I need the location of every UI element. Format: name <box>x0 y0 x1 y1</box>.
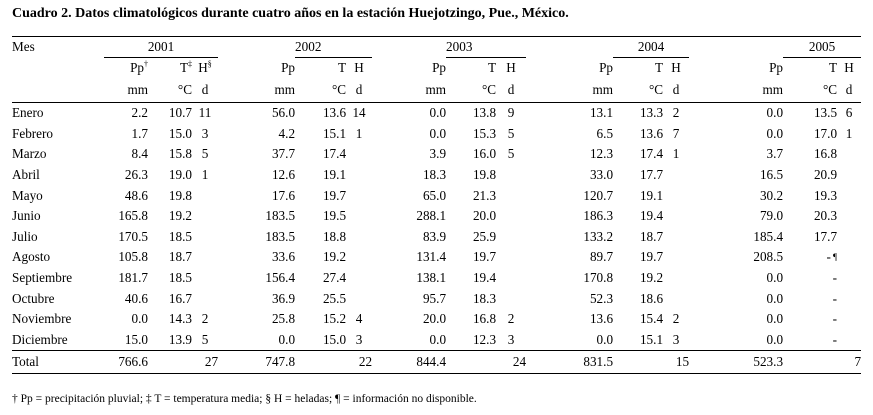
pp-cell: 0.0 <box>766 105 784 121</box>
subheader-t: T <box>487 60 497 75</box>
pp-cell: 33.0 <box>589 167 614 183</box>
pp-cell: 0.0 <box>278 331 296 347</box>
pp-cell: 40.6 <box>124 290 148 306</box>
h-cell <box>496 247 526 268</box>
pp-cell: 105.8 <box>118 249 148 265</box>
t-cell: 13.3 <box>639 105 664 121</box>
table-row <box>12 185 861 206</box>
total-row <box>12 351 861 374</box>
h-cell <box>192 247 218 268</box>
total-t-cell <box>446 351 496 374</box>
t-cell: 15.4 <box>639 311 664 327</box>
h-cell <box>192 206 218 227</box>
units-row <box>12 78 861 103</box>
t-cell: 19.0 <box>168 167 192 183</box>
pp-cell: 89.7 <box>589 249 614 265</box>
pp-cell: 170.8 <box>583 270 614 286</box>
h-cell <box>663 268 689 289</box>
table-row <box>12 330 861 351</box>
pp-cell: 0.0 <box>429 125 447 141</box>
subheader-pp: Pp <box>599 59 614 75</box>
h-cell <box>346 268 372 289</box>
h-cell <box>346 165 372 186</box>
unit-label: mm <box>104 78 148 103</box>
t-cell: - <box>832 290 838 306</box>
t-cell: 15.1 <box>639 331 664 347</box>
total-t-cell <box>783 351 837 374</box>
month-cell: Diciembre <box>12 331 68 347</box>
t-cell: 18.7 <box>168 249 192 265</box>
pp-cell: 133.2 <box>583 228 614 244</box>
pp-cell: 3.9 <box>429 146 447 162</box>
t-cell: 27.4 <box>322 270 347 286</box>
h-cell <box>837 288 861 309</box>
h-cell: 4 <box>355 311 363 327</box>
table-row <box>12 227 861 248</box>
col-header-year: 2001 <box>104 37 218 58</box>
t-cell: 17.7 <box>813 228 838 244</box>
pp-cell: 12.6 <box>271 167 296 183</box>
col-header-year: 2005 <box>783 37 861 58</box>
col-header-year: 2003 <box>446 37 526 58</box>
subheader-t: T <box>828 60 838 75</box>
h-cell <box>496 165 526 186</box>
pp-cell: 20.0 <box>422 311 447 327</box>
unit-label: °C <box>613 78 663 103</box>
t-cell: 15.1 <box>322 125 347 141</box>
total-t-cell <box>148 351 192 374</box>
h-cell <box>663 288 689 309</box>
pp-cell: 0.0 <box>429 331 447 347</box>
t-cell: 13.9 <box>168 331 192 347</box>
month-cell: Enero <box>12 105 44 121</box>
pp-cell: 13.1 <box>589 105 614 121</box>
t-cell: 15.0 <box>322 331 347 347</box>
pp-cell: 95.7 <box>422 290 447 306</box>
subheader-h: H§ <box>198 59 212 75</box>
pp-cell: 16.5 <box>759 167 784 183</box>
h-cell: 5 <box>201 331 209 347</box>
total-t-cell <box>613 351 663 374</box>
unit-label: d <box>346 78 372 103</box>
pp-cell: 33.6 <box>271 249 296 265</box>
total-pp-cell: 766.6 <box>104 351 148 374</box>
h-cell <box>496 185 526 206</box>
t-cell: 19.4 <box>472 270 497 286</box>
h-cell: 5 <box>507 146 515 162</box>
h-cell <box>346 288 372 309</box>
month-cell: Septiembre <box>12 270 73 286</box>
t-cell: 18.7 <box>639 228 664 244</box>
t-cell: 13.6 <box>322 105 347 121</box>
pp-cell: 183.5 <box>265 208 296 224</box>
table-row <box>12 144 861 165</box>
unit-label: mm <box>218 78 295 103</box>
pp-cell: 56.0 <box>271 105 296 121</box>
pp-cell: 0.0 <box>766 290 784 306</box>
pp-cell: 13.6 <box>589 311 614 327</box>
h-cell <box>192 288 218 309</box>
month-cell: Marzo <box>12 146 47 162</box>
pp-cell: 18.3 <box>422 167 447 183</box>
pp-cell: 15.0 <box>124 331 148 347</box>
t-cell: 19.7 <box>322 187 347 203</box>
pp-cell: 156.4 <box>265 270 296 286</box>
total-h-cell: 7 <box>837 351 861 374</box>
pp-cell: 186.3 <box>583 208 614 224</box>
pp-cell: 52.3 <box>589 290 614 306</box>
pp-cell: 3.7 <box>766 146 784 162</box>
pp-cell: 12.3 <box>589 146 614 162</box>
pp-cell: 288.1 <box>416 208 447 224</box>
pp-cell: 131.4 <box>416 249 447 265</box>
h-cell <box>837 206 861 227</box>
pp-cell: 0.0 <box>596 331 614 347</box>
h-cell <box>192 227 218 248</box>
climate-table <box>12 36 861 374</box>
table-caption: Cuadro 2. Datos climatológicos durante cuatro años en la estación Huejotzingo, Pue., México. <box>12 6 569 21</box>
t-cell: 16.0 <box>472 146 497 162</box>
t-cell: 18.3 <box>472 290 497 306</box>
t-cell: 17.4 <box>639 146 664 162</box>
month-cell: Abril <box>12 167 40 183</box>
pp-cell: 83.9 <box>422 228 447 244</box>
pp-cell: 0.0 <box>766 125 784 141</box>
pp-cell: 65.0 <box>422 187 447 203</box>
t-cell: 15.0 <box>168 125 192 141</box>
footnote: † Pp = precipitación pluvial; ‡ T = temperatura media; § H = heladas; ¶ = información no disponible. <box>12 393 477 405</box>
h-cell <box>192 185 218 206</box>
month-cell: Julio <box>12 228 38 244</box>
h-cell: 1 <box>201 167 209 183</box>
table-row <box>12 165 861 186</box>
t-cell: 18.6 <box>639 290 664 306</box>
t-cell: 19.5 <box>322 208 347 224</box>
h-cell <box>346 227 372 248</box>
t-cell: 12.3 <box>472 331 497 347</box>
h-cell <box>837 330 861 351</box>
h-cell <box>663 165 689 186</box>
t-cell: 13.5 <box>813 105 838 121</box>
total-h-cell: 27 <box>192 351 218 374</box>
unit-label: d <box>496 78 526 103</box>
t-cell: 17.0 <box>813 125 838 141</box>
pp-cell: 30.2 <box>759 187 784 203</box>
total-pp-cell: 523.3 <box>689 351 783 374</box>
h-cell: 2 <box>201 311 209 327</box>
unit-label: °C <box>783 78 837 103</box>
pp-cell: 0.0 <box>131 311 148 327</box>
total-pp-cell: 831.5 <box>526 351 613 374</box>
h-cell: 2 <box>672 311 680 327</box>
pp-cell: 0.0 <box>766 331 784 347</box>
table-body <box>12 103 861 374</box>
pp-cell: 120.7 <box>583 187 614 203</box>
h-cell: 3 <box>507 331 515 347</box>
t-cell: 17.4 <box>322 146 347 162</box>
total-label: Total <box>12 351 104 374</box>
subheader-pp: Pp† <box>130 59 148 75</box>
unit-label: d <box>837 78 861 103</box>
pp-cell: 185.4 <box>753 228 784 244</box>
pp-cell: 0.0 <box>766 270 784 286</box>
t-cell: 16.7 <box>168 290 192 306</box>
t-cell: 18.5 <box>168 228 192 244</box>
pp-cell: 181.7 <box>118 270 148 286</box>
total-h-cell: 15 <box>663 351 689 374</box>
table-row <box>12 268 861 289</box>
h-cell <box>496 288 526 309</box>
subheader-h: H <box>671 60 681 75</box>
unavailable-mark: ¶ <box>832 252 838 263</box>
h-cell <box>837 309 861 330</box>
pp-cell: 36.9 <box>271 290 296 306</box>
unit-label: °C <box>295 78 346 103</box>
t-cell: 19.7 <box>472 249 497 265</box>
subheader-h: H <box>506 60 516 75</box>
unit-label: °C <box>446 78 496 103</box>
t-cell: 19.8 <box>168 187 192 203</box>
unit-label: mm <box>689 78 783 103</box>
pp-cell: 37.7 <box>271 146 296 162</box>
pp-cell: 2.2 <box>131 105 148 121</box>
unit-label: mm <box>372 78 446 103</box>
unit-label: °C <box>148 78 192 103</box>
t-cell: 21.3 <box>472 187 497 203</box>
table-row <box>12 103 861 124</box>
t-cell: 20.3 <box>813 208 838 224</box>
pp-cell: 6.5 <box>596 125 614 141</box>
t-cell: 18.8 <box>322 228 347 244</box>
t-cell: 15.2 <box>322 311 347 327</box>
subheader-h: H <box>354 60 364 75</box>
month-cell: Noviembre <box>12 311 72 327</box>
total-h-cell: 22 <box>346 351 372 374</box>
h-cell <box>663 247 689 268</box>
col-header-mes: Mes <box>12 37 104 79</box>
h-cell: 1 <box>672 146 680 162</box>
h-cell: 3 <box>672 331 680 347</box>
h-cell <box>663 227 689 248</box>
h-cell: 2 <box>672 105 680 121</box>
subheader-pp: Pp <box>432 59 447 75</box>
h-cell <box>837 268 861 289</box>
h-cell <box>837 185 861 206</box>
h-cell: 2 <box>507 311 515 327</box>
h-cell: 6 <box>845 105 853 121</box>
total-pp-cell: 844.4 <box>372 351 446 374</box>
pp-cell: 17.6 <box>271 187 296 203</box>
t-cell: 18.5 <box>168 270 192 286</box>
t-cell: 25.9 <box>472 228 497 244</box>
subheader-t: T‡ <box>179 59 192 75</box>
t-cell: 19.2 <box>322 249 347 265</box>
unit-label: d <box>192 78 218 103</box>
t-cell: 19.4 <box>639 208 664 224</box>
table-row <box>12 247 861 268</box>
h-cell: 5 <box>201 146 209 162</box>
table-row <box>12 309 861 330</box>
h-cell <box>496 206 526 227</box>
h-cell: 5 <box>507 125 515 141</box>
pp-cell: 0.0 <box>429 105 447 121</box>
t-cell: - <box>832 270 838 286</box>
t-cell: 19.1 <box>639 187 664 203</box>
h-cell <box>346 185 372 206</box>
t-cell: 19.1 <box>322 167 347 183</box>
t-cell: 25.5 <box>322 290 347 306</box>
t-cell: - <box>832 331 838 347</box>
month-cell: Octubre <box>12 290 55 306</box>
total-h-cell: 24 <box>496 351 526 374</box>
pp-cell: 165.8 <box>118 208 148 224</box>
pp-cell: 79.0 <box>759 208 784 224</box>
h-cell <box>346 144 372 165</box>
table-row <box>12 288 861 309</box>
pp-cell: 0.0 <box>766 311 784 327</box>
pp-cell: 25.8 <box>271 311 296 327</box>
subheader-pp: Pp <box>281 59 296 75</box>
t-cell: 20.9 <box>813 167 838 183</box>
pp-cell: 4.2 <box>278 125 296 141</box>
h-cell: 14 <box>352 105 366 121</box>
h-cell <box>346 206 372 227</box>
t-cell: 19.8 <box>472 167 497 183</box>
t-cell: 19.3 <box>813 187 838 203</box>
h-cell <box>837 247 861 268</box>
h-cell: 1 <box>355 125 363 141</box>
t-cell: - ¶ <box>826 249 838 265</box>
unit-label: d <box>663 78 689 103</box>
pp-cell: 208.5 <box>753 249 784 265</box>
pp-cell: 138.1 <box>416 270 447 286</box>
pp-cell: 48.6 <box>124 187 148 203</box>
t-cell: 13.6 <box>639 125 664 141</box>
pp-cell: 183.5 <box>265 228 296 244</box>
t-cell: 19.2 <box>639 270 664 286</box>
pp-cell: 170.5 <box>118 228 148 244</box>
table-row <box>12 206 861 227</box>
t-cell: 16.8 <box>472 311 497 327</box>
t-cell: 19.7 <box>639 249 664 265</box>
h-cell <box>663 185 689 206</box>
h-cell <box>496 268 526 289</box>
subheader-h: H <box>844 60 854 75</box>
pp-cell: 8.4 <box>131 146 148 162</box>
subheader-t: T <box>337 60 347 75</box>
month-cell: Febrero <box>12 125 54 141</box>
month-cell: Mayo <box>12 187 43 203</box>
month-cell: Junio <box>12 208 41 224</box>
t-cell: 19.2 <box>168 208 192 224</box>
t-cell: 16.8 <box>813 146 838 162</box>
h-cell: 1 <box>845 125 853 141</box>
t-cell: 20.0 <box>472 208 497 224</box>
pp-cell: 26.3 <box>124 167 148 183</box>
t-cell: 15.3 <box>472 125 497 141</box>
month-cell: Agosto <box>12 249 51 265</box>
t-cell: 14.3 <box>168 311 192 327</box>
table-row <box>12 124 861 145</box>
h-cell <box>346 247 372 268</box>
total-t-cell <box>295 351 346 374</box>
col-header-year: 2004 <box>613 37 689 58</box>
h-cell: 11 <box>198 105 212 121</box>
h-cell <box>837 144 861 165</box>
h-cell: 9 <box>507 105 515 121</box>
h-cell: 3 <box>355 331 363 347</box>
t-cell: 13.8 <box>472 105 497 121</box>
t-cell: - <box>832 311 838 327</box>
subheader-pp: Pp <box>769 59 784 75</box>
h-cell <box>663 206 689 227</box>
h-cell <box>837 227 861 248</box>
unit-label: mm <box>526 78 613 103</box>
h-cell: 3 <box>201 125 209 141</box>
h-cell <box>837 165 861 186</box>
t-cell: 10.7 <box>168 105 192 121</box>
total-pp-cell: 747.8 <box>218 351 295 374</box>
h-cell: 7 <box>672 125 680 141</box>
subheader-t: T <box>654 60 664 75</box>
col-header-year: 2002 <box>295 37 372 58</box>
h-cell <box>192 268 218 289</box>
t-cell: 17.7 <box>639 167 664 183</box>
pp-cell: 1.7 <box>131 125 148 141</box>
t-cell: 15.8 <box>168 146 192 162</box>
h-cell <box>496 227 526 248</box>
